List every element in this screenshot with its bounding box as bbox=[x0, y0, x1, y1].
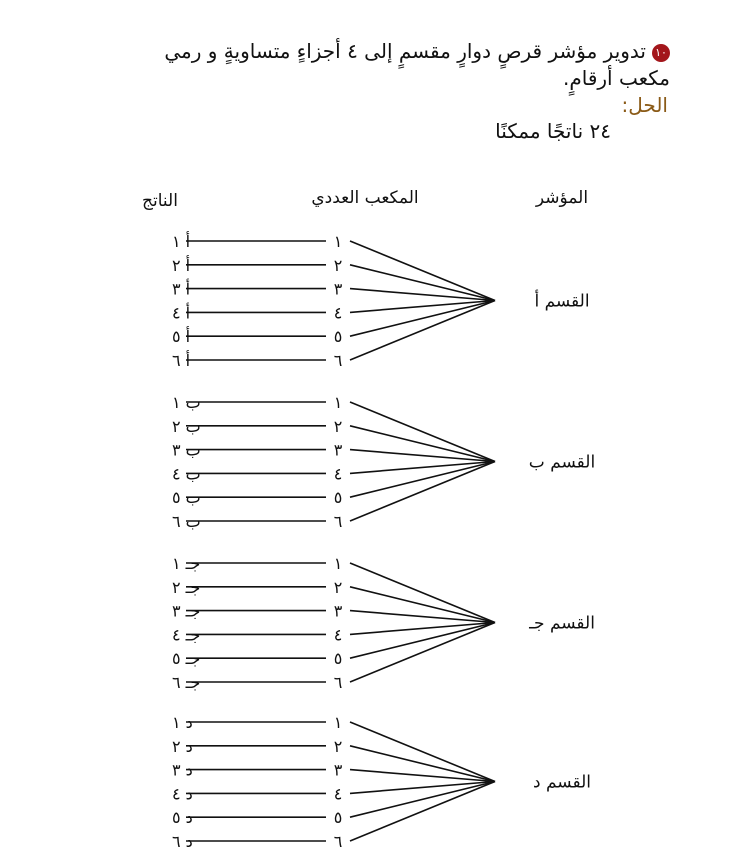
cube-face-label: ٤ bbox=[333, 303, 343, 323]
outcome-label: جـ ٤ bbox=[172, 625, 201, 645]
outcome-label: د ١ bbox=[172, 713, 193, 732]
cube-face-label: ٣ bbox=[333, 760, 343, 780]
cube-face-label: ١ bbox=[333, 393, 343, 412]
outcome-label: د ٦ bbox=[172, 832, 193, 851]
outcome-label: د ٢ bbox=[172, 736, 193, 756]
sector-label: القسم أ bbox=[534, 291, 590, 312]
cube-face-label: ١ bbox=[333, 554, 343, 573]
outcome-label: ب ٦ bbox=[172, 512, 201, 531]
outcome-label: أ ٣ bbox=[172, 279, 191, 299]
cube-face-label: ٢ bbox=[333, 255, 343, 275]
cube-face-label: ٢ bbox=[333, 577, 343, 597]
cube-face-label: ١ bbox=[333, 713, 343, 732]
outcome-label: ب ١ bbox=[172, 393, 201, 412]
cube-face-label: ٣ bbox=[333, 601, 343, 621]
cube-face-label: ٥ bbox=[333, 488, 343, 508]
cube-face-label: ٦ bbox=[333, 673, 343, 692]
outcome-label: جـ ٢ bbox=[172, 577, 201, 597]
outcome-label: أ ٦ bbox=[172, 351, 191, 370]
outcome-label: أ ٤ bbox=[172, 303, 191, 323]
cube-face-label: ٤ bbox=[333, 784, 343, 804]
cube-face-label: ٦ bbox=[333, 351, 343, 370]
cube-face-label: ٣ bbox=[333, 279, 343, 299]
problem-text: تدوير مؤشر قرصٍ دوارٍ مقسمٍ إلى ٤ أجزاءٍ متساويةٍ و رمي مكعب أرقامٍ. bbox=[164, 39, 670, 90]
outcome-label: ب ٤ bbox=[172, 464, 201, 484]
solution-value: ٢٤ ناتجًا ممكنًا bbox=[495, 119, 611, 143]
header-pointer: المؤشر bbox=[535, 188, 589, 208]
outcome-label: جـ ٥ bbox=[172, 649, 201, 669]
sector-label: القسم ب bbox=[528, 452, 596, 473]
problem-number-badge: ١٠ bbox=[652, 44, 670, 62]
sector-label: القسم جـ bbox=[529, 613, 595, 634]
cube-face-label: ٢ bbox=[333, 736, 343, 756]
header-outcome: الناتج bbox=[142, 191, 178, 211]
outcome-label: د ٥ bbox=[172, 808, 193, 828]
outcome-label: أ ٢ bbox=[172, 255, 191, 275]
cube-face-label: ٥ bbox=[333, 649, 343, 669]
outcome-label: جـ ١ bbox=[172, 554, 201, 573]
outcome-label: ب ٣ bbox=[172, 440, 201, 460]
cube-face-label: ٥ bbox=[333, 327, 343, 347]
outcome-label: د ٣ bbox=[172, 760, 193, 780]
cube-face-label: ٦ bbox=[333, 832, 343, 851]
outcome-label: أ ١ bbox=[172, 232, 191, 251]
cube-face-label: ٥ bbox=[333, 808, 343, 828]
outcome-label: ب ٢ bbox=[172, 416, 201, 436]
cube-face-label: ١ bbox=[333, 232, 343, 251]
sector-label: القسم د bbox=[533, 772, 591, 793]
header-cube: المكعب العددي bbox=[311, 188, 419, 208]
outcome-label: جـ ٦ bbox=[172, 673, 201, 692]
cube-face-label: ٦ bbox=[333, 512, 343, 531]
outcome-label: جـ ٣ bbox=[172, 601, 201, 621]
outcome-label: د ٤ bbox=[172, 784, 193, 804]
cube-face-label: ٢ bbox=[333, 416, 343, 436]
cube-face-label: ٤ bbox=[333, 625, 343, 645]
solution-label: الحل: bbox=[621, 93, 668, 117]
outcome-label: أ ٥ bbox=[172, 327, 191, 347]
cube-face-label: ٤ bbox=[333, 464, 343, 484]
tree-branches bbox=[172, 231, 595, 851]
outcome-label: ب ٥ bbox=[172, 488, 201, 508]
cube-face-label: ٣ bbox=[333, 440, 343, 460]
